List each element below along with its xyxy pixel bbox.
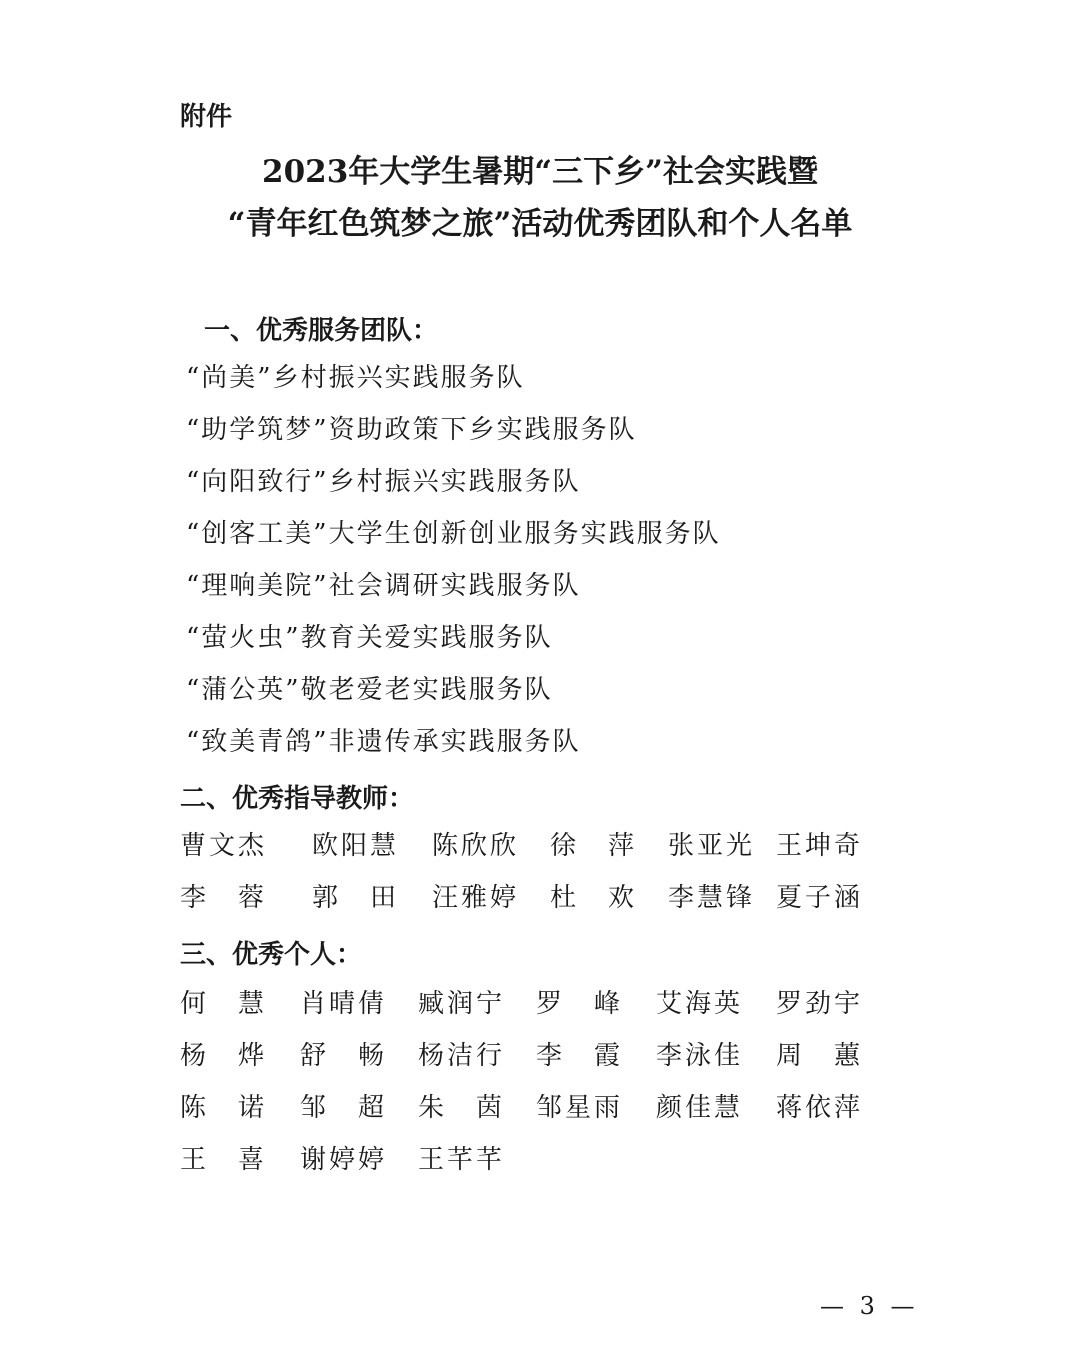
team-item: “尚美”乡村振兴实践服务队: [186, 363, 525, 393]
person-name: 邹 星 雨: [536, 1093, 620, 1123]
page-number: — 3 —: [820, 1292, 919, 1320]
person-name: 颜 佳 慧: [656, 1093, 740, 1123]
person-name: 陈 欣 欣: [432, 831, 516, 861]
team-item: “理响美院”社会调研实践服务队: [186, 571, 581, 601]
team-item: “创客工美”大学生创新创业服务实践服务队: [186, 519, 721, 549]
person-name: 王 芊 芊: [418, 1145, 502, 1175]
person-name: 舒 畅: [300, 1041, 384, 1071]
person-name: 何 慧: [180, 989, 264, 1019]
person-name: 张 亚 光: [668, 831, 752, 861]
person-name: 周 蕙: [776, 1041, 860, 1071]
section-1-heading: 一、优秀服务团队：: [204, 316, 439, 346]
person-name: 罗 劲 宇: [776, 989, 860, 1019]
person-name: 汪 雅 婷: [432, 883, 516, 913]
team-item: “萤火虫”教育关爱实践服务队: [186, 623, 553, 653]
team-item: “助学筑梦”资助政策下乡实践服务队: [186, 415, 637, 445]
person-name: 李 蓉: [180, 883, 264, 913]
title-line-1: 2023年大学生暑期“三下乡”社会实践暨: [262, 154, 818, 190]
person-name: 朱 茵: [418, 1093, 502, 1123]
attachment-label: 附件: [180, 102, 233, 132]
person-name: 陈 诺: [180, 1093, 264, 1123]
team-item: “致美青鸽”非遗传承实践服务队: [186, 727, 581, 757]
person-name: 艾 海 英: [656, 989, 740, 1019]
team-list: [186, 358, 721, 774]
person-name: 杜 欢: [550, 883, 634, 913]
person-name: 肖 晴 倩: [300, 989, 384, 1019]
person-name: 王 喜: [180, 1145, 264, 1175]
person-name: 杨 烨: [180, 1041, 264, 1071]
person-name: 曹 文 杰: [180, 831, 264, 861]
section-2-heading: 二、优秀指导教师：: [180, 784, 415, 814]
person-name: 郭 田: [312, 883, 396, 913]
person-name: 蒋 依 萍: [776, 1093, 860, 1123]
person-name: 夏 子 涵: [776, 883, 860, 913]
person-name: 杨 洁 行: [418, 1041, 502, 1071]
person-name: 欧 阳 慧: [312, 831, 396, 861]
person-name: 王 坤 奇: [776, 831, 860, 861]
person-name: 李 霞: [536, 1041, 620, 1071]
team-item: “蒲公英”敬老爱老实践服务队: [186, 675, 553, 705]
title-line-2: “青年红色筑梦之旅”活动优秀团队和个人名单: [227, 206, 853, 242]
person-name: 臧 润 宁: [418, 989, 502, 1019]
section-3-heading: 三、优秀个人：: [180, 940, 363, 970]
person-name: 徐 萍: [550, 831, 634, 861]
person-name: 李 慧 锋: [668, 883, 752, 913]
person-name: 谢 婷 婷: [300, 1145, 384, 1175]
person-name: 李 泳 佳: [656, 1041, 740, 1071]
team-item: “向阳致行”乡村振兴实践服务队: [186, 467, 581, 497]
person-name: 罗 峰: [536, 989, 620, 1019]
person-name: 邹 超: [300, 1093, 384, 1123]
